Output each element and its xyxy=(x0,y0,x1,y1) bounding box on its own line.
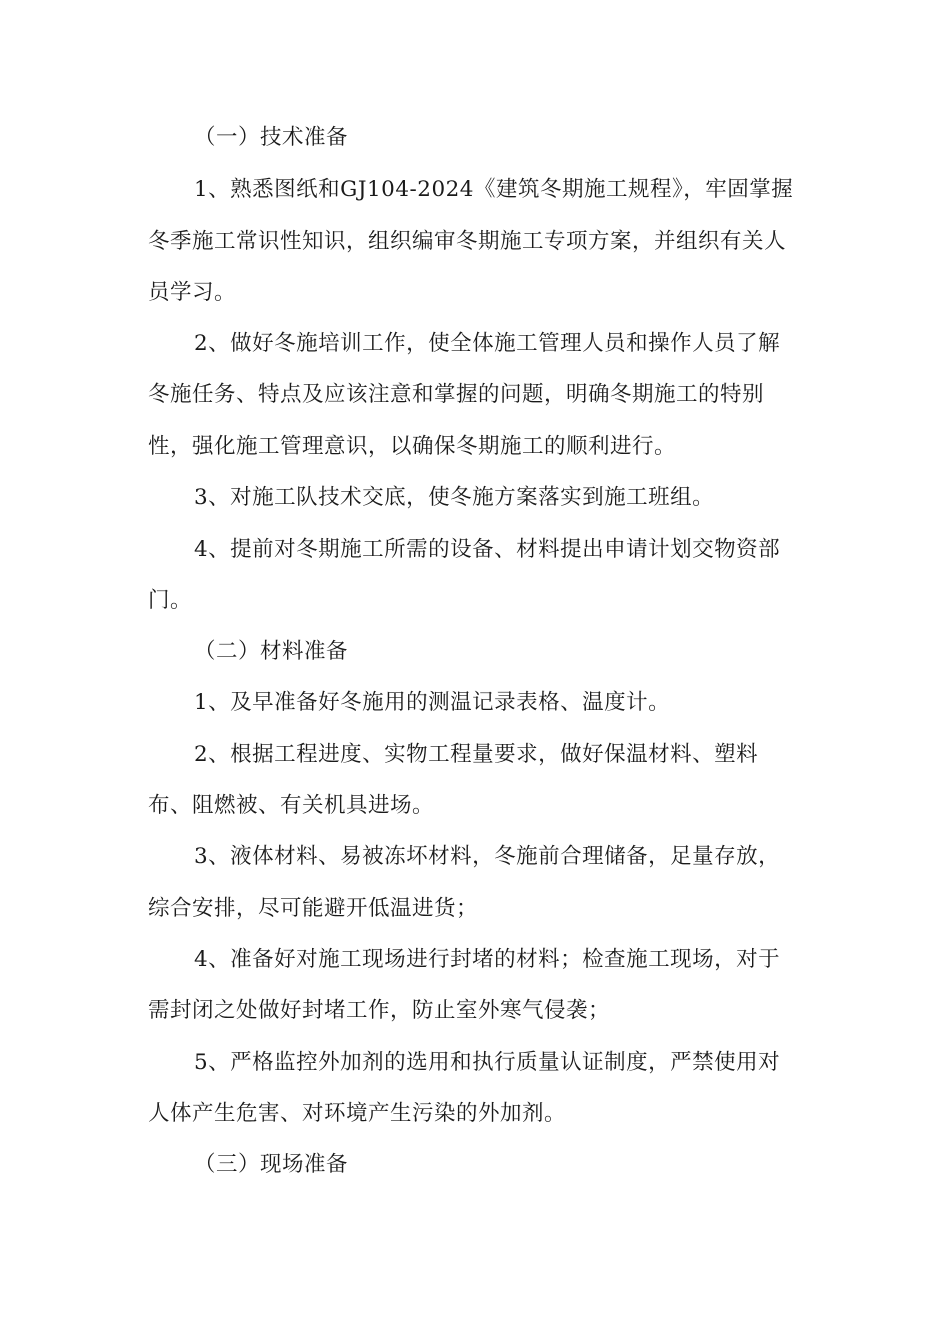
paragraph-line: 需封闭之处做好封堵工作，防止室外寒气侵袭； xyxy=(148,998,611,1023)
paragraph-line: 4、准备好对施工现场进行封堵的材料；检查施工现场，对于 xyxy=(194,947,781,972)
section-heading-technical: （一）技术准备 xyxy=(194,125,349,150)
paragraph-line: 布、阻燃被、有关机具进场。 xyxy=(148,793,435,818)
paragraph-line: 3、液体材料、易被冻坏材料，冬施前合理储备，足量存放， xyxy=(194,844,781,869)
paragraph-line: 1、熟悉图纸和GJ104-2024《建筑冬期施工规程》，牢固掌握 xyxy=(194,177,794,202)
paragraph-line: 2、根据工程进度、实物工程量要求，做好保温材料、塑料 xyxy=(194,742,759,767)
paragraph-line: 人体产生危害、对环境产生污染的外加剂。 xyxy=(148,1101,567,1126)
paragraph-line: 冬施任务、特点及应该注意和掌握的问题，明确冬期施工的特别 xyxy=(148,382,765,407)
paragraph-line: 员学习。 xyxy=(148,280,237,305)
paragraph-line: 1、及早准备好冬施用的测温记录表格、温度计。 xyxy=(194,690,671,715)
section-heading-site: （三）现场准备 xyxy=(194,1152,349,1177)
paragraph-line: 冬季施工常识性知识，组织编审冬期施工专项方案，并组织有关人 xyxy=(148,229,787,254)
paragraph-line: 2、做好冬施培训工作，使全体施工管理人员和操作人员了解 xyxy=(194,331,781,356)
paragraph-line: 门。 xyxy=(148,588,193,613)
paragraph-line: 性，强化施工管理意识，以确保冬期施工的顺利进行。 xyxy=(148,434,677,459)
paragraph-line: 综合安排，尽可能避开低温进货； xyxy=(148,896,479,921)
paragraph-line: 5、严格监控外加剂的选用和执行质量认证制度，严禁使用对 xyxy=(194,1050,781,1075)
paragraph-line: 3、对施工队技术交底，使冬施方案落实到施工班组。 xyxy=(194,485,715,510)
paragraph-line: 4、提前对冬期施工所需的设备、材料提出申请计划交物资部 xyxy=(194,537,781,562)
section-heading-materials: （二）材料准备 xyxy=(194,639,349,664)
